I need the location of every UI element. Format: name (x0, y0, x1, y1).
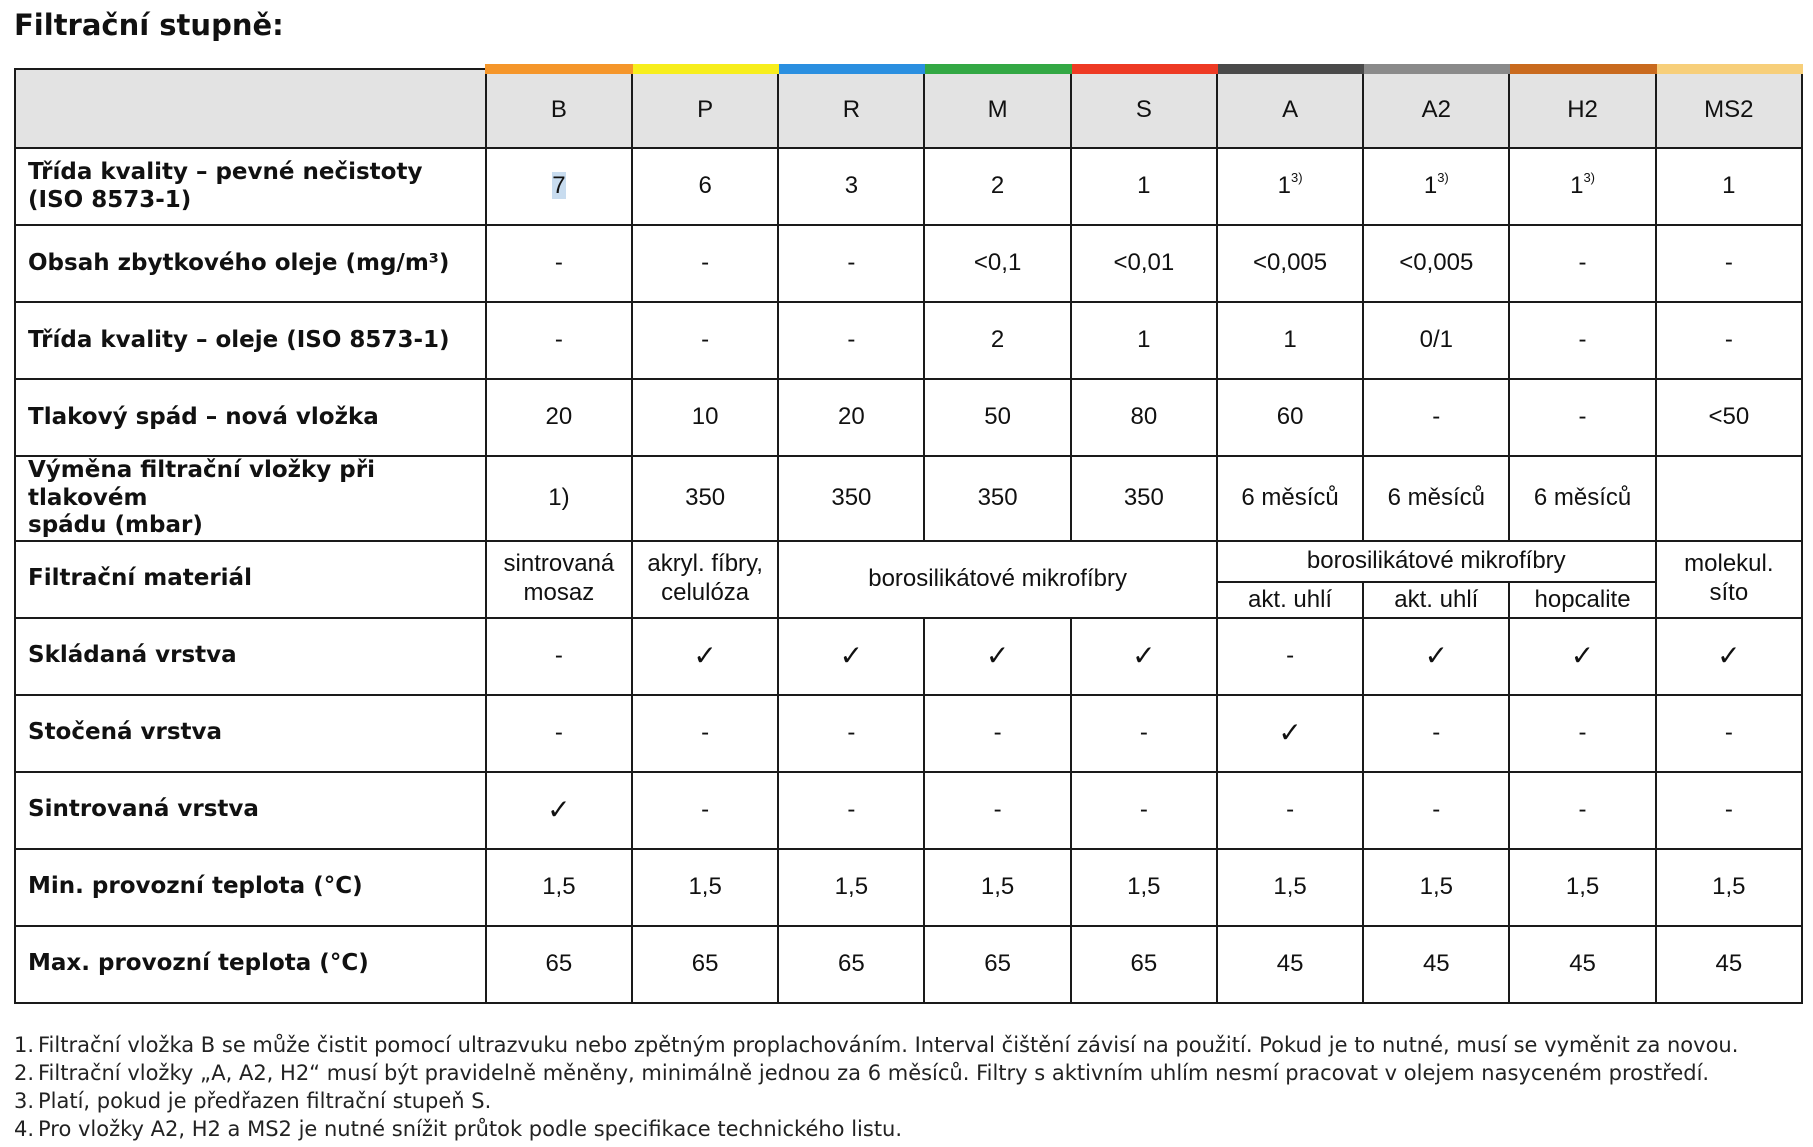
cell-value: - (1578, 326, 1587, 354)
cell-s (1071, 618, 1217, 695)
cell-m (924, 379, 1070, 456)
cell-h2 (1509, 695, 1655, 772)
cell-value: 2 (990, 172, 1005, 200)
cell-value: - (1139, 795, 1148, 823)
cell-value: 45 (1422, 949, 1450, 977)
cell-ms2 (1656, 456, 1802, 541)
cell-value: <0,01 (1113, 249, 1175, 277)
cell-p (632, 849, 778, 926)
cell-value: - (1578, 403, 1587, 431)
check-icon: ✓ (1570, 640, 1595, 672)
footnote-number: 1. (14, 1033, 35, 1057)
material-ms2-line: molekul. (1684, 550, 1774, 578)
grade-header-h2: H2 (1509, 69, 1655, 148)
cell-m (924, 456, 1070, 541)
cell-s (1071, 772, 1217, 849)
check-icon: ✓ (1717, 640, 1741, 672)
cell-value: 1) (548, 483, 570, 511)
cell-value: 6 měsíců (1387, 483, 1485, 511)
footnote-number: 4. (14, 1117, 35, 1141)
cell-s (1071, 225, 1217, 302)
cell-value: - (1432, 795, 1441, 823)
cell-m (924, 772, 1070, 849)
cell-a (1217, 849, 1363, 926)
cell-a (1217, 379, 1363, 456)
cell-value: - (1578, 718, 1587, 746)
cell-s (1071, 456, 1217, 541)
cell-m (924, 302, 1070, 379)
cell-value: - (554, 249, 563, 277)
cell-h2-material: hopcalite (1509, 582, 1655, 617)
cell-value: - (1578, 795, 1587, 823)
table-row-sintered (15, 772, 1802, 849)
header-row (15, 69, 1802, 148)
row-label-pleated: Skládaná vrstva (15, 618, 486, 695)
cell-value: - (1724, 718, 1733, 746)
check-icon: ✓ (985, 640, 1010, 672)
cell-value: 20 (545, 403, 573, 431)
cell-value: - (1286, 641, 1295, 669)
row-label-line: Výměna filtrační vložky při tlakovém (28, 457, 375, 511)
grade-header-m: M (924, 69, 1070, 148)
row-label-line: Třída kvality – pevné nečistoty (28, 158, 423, 185)
cell-a (1217, 618, 1363, 695)
cell-value: 2 (990, 326, 1005, 354)
cell-p (632, 541, 778, 618)
cell-value: 6 měsíců (1533, 483, 1632, 511)
cell-value: <0,005 (1399, 249, 1474, 277)
cell-value: - (993, 795, 1002, 823)
cell-value: 1,5 (1127, 872, 1161, 900)
cell-value: 20 (838, 403, 865, 431)
cell-a-a2-h2-group: borosilikátové mikrofíbry (1217, 541, 1656, 583)
cell-s (1071, 926, 1217, 1003)
cell-r (778, 695, 924, 772)
cell-value: 7 (552, 172, 566, 200)
cell-a2 (1363, 302, 1509, 379)
cell-s (1071, 302, 1217, 379)
cell-b (486, 772, 632, 849)
cell-value: - (1724, 249, 1733, 277)
cell-ms2 (1656, 302, 1802, 379)
cell-p (632, 926, 778, 1003)
check-icon: ✓ (1278, 717, 1302, 749)
check-icon: ✓ (1132, 640, 1156, 672)
cell-b (486, 302, 632, 379)
row-label-solid (15, 148, 486, 225)
cell-value: 1,5 (834, 872, 869, 900)
cell-b (486, 618, 632, 695)
material-ms2-line: síto (1709, 579, 1749, 607)
cell-value: 1 (1570, 172, 1584, 200)
cell-a2 (1363, 225, 1509, 302)
cell-a2 (1363, 618, 1509, 695)
footnote-text: Filtrační vložka B se může čistit pomocí ultrazvuku nebo zpětným proplachováním. Interval čištění závisí na použití. Pokud je to nutné, musí se vyměnit za novou. (38, 1033, 1739, 1057)
cell-value: 60 (1276, 403, 1304, 431)
cell-p (632, 148, 778, 225)
material-p-line: akryl. fíbry, (647, 550, 763, 578)
cell-r (778, 772, 924, 849)
filtration-grades-table (14, 64, 1803, 1004)
cell-value: - (847, 249, 856, 277)
cell-value: 65 (984, 949, 1011, 977)
grade-header-p: P (632, 69, 778, 148)
cell-ms2 (1656, 148, 1802, 225)
cell-value: - (554, 326, 563, 354)
cell-h2 (1509, 379, 1655, 456)
cell-s (1071, 379, 1217, 456)
cell-ms2 (1656, 541, 1802, 618)
cell-b (486, 695, 632, 772)
row-label-oil-content: Obsah zbytkového oleje (mg/m³) (15, 225, 486, 302)
table-row-pressure-drop (15, 379, 1802, 456)
cell-value: 0/1 (1419, 326, 1453, 354)
cell-value: 1,5 (542, 872, 576, 900)
footnote-number: 2. (14, 1061, 35, 1085)
cell-value: - (1578, 249, 1587, 277)
cell-a2 (1363, 772, 1509, 849)
cell-ms2 (1656, 849, 1802, 926)
cell-value: <50 (1708, 403, 1750, 431)
cell-value: 350 (1123, 483, 1164, 511)
cell-r (778, 456, 924, 541)
cell-a (1217, 225, 1363, 302)
row-label-oil-class: Třída kvality – oleje (ISO 8573-1) (15, 302, 486, 379)
cell-r (778, 849, 924, 926)
cell-value: 1,5 (688, 872, 722, 900)
cell-value: 45 (1569, 949, 1596, 977)
material-b-line: mosaz (523, 579, 595, 607)
row-label-line: spádu (mbar) (28, 512, 203, 539)
cell-h2 (1509, 618, 1655, 695)
cell-value: 350 (977, 483, 1018, 511)
cell-value: 1 (1137, 326, 1151, 354)
cell-a2 (1363, 926, 1509, 1003)
cell-a2 (1363, 379, 1509, 456)
cell-value: 6 (698, 172, 712, 200)
cell-value: 3 (844, 172, 859, 200)
cell-a (1217, 772, 1363, 849)
cell-p (632, 695, 778, 772)
cell-a2-material: akt. uhlí (1363, 582, 1509, 617)
table-row-min-temp (15, 849, 1802, 926)
row-label-sintered: Sintrovaná vrstva (15, 772, 486, 849)
cell-value: 80 (1130, 403, 1158, 431)
table-row-max-temp (15, 926, 1802, 1003)
cell-b (486, 849, 632, 926)
row-label-wrapped: Stočená vrstva (15, 695, 486, 772)
cell-m (924, 618, 1070, 695)
cell-p (632, 456, 778, 541)
cell-a2 (1363, 849, 1509, 926)
table-row-replacement (15, 456, 1802, 541)
row-label-pressure-drop: Tlakový spád – nová vložka (15, 379, 486, 456)
footnote-text: Filtrační vložky „A, A2, H2“ musí být pravidelně měněny, minimálně jednou za 6 měsíců. Filtry s aktivním uhlím nesmí pracovat v olejem nasyceném prostředí. (38, 1061, 1710, 1085)
cell-h2 (1509, 456, 1655, 541)
cell-value: 6 měsíců (1241, 483, 1339, 511)
cell-a (1217, 456, 1363, 541)
footnote-item (14, 1087, 1738, 1115)
cell-b (486, 541, 632, 618)
cell-value: 65 (545, 949, 573, 977)
grade-header-r: R (778, 69, 924, 148)
cell-value: - (1139, 718, 1148, 746)
cell-h2 (1509, 225, 1655, 302)
cell-ms2 (1656, 772, 1802, 849)
footnote-item (14, 1059, 1738, 1087)
cell-p (632, 379, 778, 456)
grade-header-b: B (486, 69, 632, 148)
cell-value: 350 (685, 483, 726, 511)
cell-p (632, 225, 778, 302)
footnote-item (14, 1115, 1738, 1143)
cell-h2 (1509, 302, 1655, 379)
table-row-oil-content (15, 225, 1802, 302)
table-row-pleated (15, 618, 1802, 695)
table-row-solid (15, 148, 1802, 225)
cell-b (486, 225, 632, 302)
row-label-replacement (15, 456, 486, 541)
cell-h2 (1509, 926, 1655, 1003)
cell-m (924, 148, 1070, 225)
table-row-material (15, 541, 1802, 583)
footnote-text: Platí, pokud je předřazen filtrační stupeň S. (38, 1089, 492, 1113)
cell-value: - (1724, 326, 1733, 354)
cell-r-m-s: borosilikátové mikrofíbry (778, 541, 1217, 618)
cell-m (924, 695, 1070, 772)
footnote-ref: 3) (1290, 170, 1303, 186)
cell-r (778, 302, 924, 379)
cell-p (632, 772, 778, 849)
cell-value: 45 (1715, 949, 1743, 977)
cell-a (1217, 695, 1363, 772)
cell-r (778, 379, 924, 456)
cell-value: 65 (691, 949, 719, 977)
cell-value: <0,005 (1253, 249, 1328, 277)
cell-value: 1 (1423, 172, 1438, 200)
footnote-ref: 3) (1437, 170, 1449, 186)
row-label-material: Filtrační materiál (15, 541, 486, 618)
row-label-max-temp: Max. provozní teplota (°C) (15, 926, 486, 1003)
cell-a (1217, 926, 1363, 1003)
cell-value: - (847, 718, 856, 746)
cell-a (1217, 148, 1363, 225)
row-label-line: (ISO 8573-1) (28, 186, 192, 213)
cell-s (1071, 849, 1217, 926)
cell-value: <0,1 (973, 249, 1022, 277)
cell-value: - (701, 795, 710, 823)
page-title: Filtrační stupně: (14, 8, 284, 42)
cell-value: 65 (1130, 949, 1158, 977)
grade-header-s: S (1071, 69, 1217, 148)
cell-value: 1,5 (1712, 872, 1746, 900)
cell-p (632, 618, 778, 695)
cell-a2 (1363, 148, 1509, 225)
cell-s (1071, 148, 1217, 225)
check-icon: ✓ (547, 794, 571, 826)
cell-value: - (701, 718, 710, 746)
cell-r (778, 148, 924, 225)
cell-r (778, 225, 924, 302)
check-icon: ✓ (693, 640, 717, 672)
grade-header-ms2: MS2 (1656, 69, 1802, 148)
cell-value: - (554, 718, 563, 746)
cell-value: 1 (1722, 172, 1736, 200)
grade-header-a: A (1217, 69, 1363, 148)
cell-value: 10 (691, 403, 719, 431)
cell-value: 1 (1283, 326, 1297, 354)
cell-ms2 (1656, 695, 1802, 772)
cell-ms2 (1656, 618, 1802, 695)
cell-ms2 (1656, 225, 1802, 302)
cell-b (486, 379, 632, 456)
cell-m (924, 225, 1070, 302)
cell-s (1071, 695, 1217, 772)
cell-p (632, 302, 778, 379)
cell-value: - (847, 795, 856, 823)
cell-value: 1,5 (1565, 872, 1600, 900)
cell-a (1217, 302, 1363, 379)
cell-r (778, 618, 924, 695)
cell-h2 (1509, 849, 1655, 926)
cell-m (924, 926, 1070, 1003)
cell-value: - (701, 249, 710, 277)
cell-ms2 (1656, 379, 1802, 456)
cell-value: 1,5 (1419, 872, 1453, 900)
check-icon: ✓ (1424, 640, 1449, 672)
cell-b (486, 148, 632, 225)
cell-value: - (1432, 718, 1441, 746)
material-p-line: celulóza (661, 579, 750, 607)
cell-h2 (1509, 148, 1655, 225)
cell-a2 (1363, 456, 1509, 541)
cell-b (486, 456, 632, 541)
cell-value: - (1286, 795, 1295, 823)
table-row-wrapped (15, 695, 1802, 772)
cell-b (486, 926, 632, 1003)
check-icon: ✓ (839, 640, 864, 672)
cell-value: 1 (1137, 172, 1151, 200)
cell-r (778, 926, 924, 1003)
cell-value: - (1432, 403, 1441, 431)
cell-value: 65 (838, 949, 865, 977)
material-b-line: sintrovaná (503, 550, 615, 578)
cell-h2 (1509, 772, 1655, 849)
footnote-text: Pro vložky A2, H2 a MS2 je nutné snížit průtok podle specifikace technického listu. (38, 1117, 903, 1141)
cell-value: 45 (1276, 949, 1304, 977)
row-label-min-temp: Min. provozní teplota (°C) (15, 849, 486, 926)
cell-value: - (993, 718, 1002, 746)
cell-value: - (1724, 795, 1733, 823)
cell-value: 1,5 (980, 872, 1015, 900)
footnote-item (14, 1031, 1738, 1059)
cell-m (924, 849, 1070, 926)
footnote-number: 3. (14, 1089, 35, 1113)
table-row-oil-class (15, 302, 1802, 379)
cell-value: 1 (1277, 172, 1291, 200)
cell-value: - (847, 326, 856, 354)
footnote-ref: 3) (1583, 170, 1595, 186)
cell-value: 1,5 (1273, 872, 1307, 900)
header-corner (15, 69, 486, 148)
cell-value: 50 (984, 403, 1011, 431)
cell-value: 350 (831, 483, 872, 511)
footnotes (14, 1031, 1738, 1143)
cell-a2 (1363, 695, 1509, 772)
cell-value: - (701, 326, 710, 354)
grade-header-a2: A2 (1363, 69, 1509, 148)
cell-a-material: akt. uhlí (1217, 582, 1363, 617)
cell-value: - (554, 641, 563, 669)
cell-ms2 (1656, 926, 1802, 1003)
